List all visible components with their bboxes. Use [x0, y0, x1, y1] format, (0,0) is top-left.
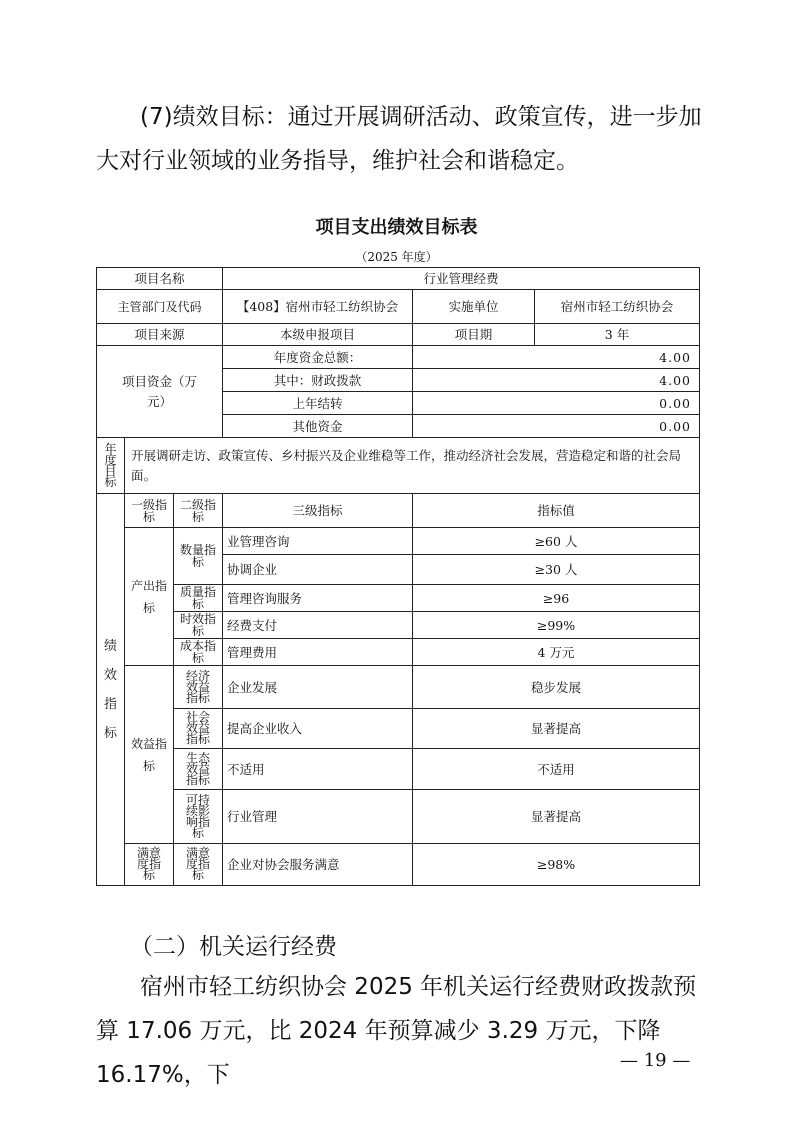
funds-other-value: 0.00	[413, 415, 700, 438]
funds-fiscal-value: 4.00	[413, 369, 700, 392]
funds-carryover-value: 0.00	[413, 392, 700, 415]
indicator-value: ≥98%	[413, 844, 700, 886]
project-name-label: 项目名称	[97, 268, 223, 290]
source-value: 本级申报项目	[223, 324, 413, 346]
indicator-value: 稳步发展	[413, 666, 700, 709]
level3-label: 管理费用	[223, 639, 413, 666]
perf-indicator-label: 绩效指标	[97, 494, 125, 886]
period-label: 项目期	[413, 324, 535, 346]
level2-label: 可持续影响指标	[174, 790, 223, 844]
indicator-value: ≥96	[413, 585, 700, 612]
satisfaction-indicator-label: 满意度指标	[125, 844, 174, 886]
col-level2: 二级指标	[174, 494, 223, 528]
source-label: 项目来源	[97, 324, 223, 346]
indicator-value: ≥30 人	[413, 555, 700, 585]
output-indicator-label: 产出指标	[125, 528, 174, 666]
table-year: （2025 年度）	[355, 250, 438, 264]
performance-target-table	[96, 267, 700, 886]
funds-fiscal-label: 其中：财政拨款	[223, 369, 413, 392]
level3-label: 业管理咨询	[223, 528, 413, 555]
project-name-value: 行业管理经费	[223, 268, 700, 290]
annual-goal-text: 开展调研走访、政策宣传、乡村振兴及企业维稳等工作，推动经济社会发展，营造稳定和谐的社会局面。	[125, 438, 700, 494]
funds-label: 项目资金（万元）	[97, 346, 223, 438]
dept-value: 【408】宿州市轻工纺织协会	[223, 290, 413, 324]
funds-carryover-label: 上年结转	[223, 392, 413, 415]
funds-total-label: 年度资金总额：	[223, 346, 413, 369]
indicator-value: 显著提高	[413, 709, 700, 749]
level3-label: 不适用	[223, 749, 413, 790]
level2-label: 经济效益指标	[174, 666, 223, 709]
funds-other-label: 其他资金	[223, 415, 413, 438]
indicator-value: 不适用	[413, 749, 700, 790]
funds-total-value: 4.00	[413, 346, 700, 369]
level3-label: 提高企业收入	[223, 709, 413, 749]
level2-label: 生态效益指标	[174, 749, 223, 790]
col-level3: 三级指标	[223, 494, 413, 528]
level3-label: 协调企业	[223, 555, 413, 585]
col-value: 指标值	[413, 494, 700, 528]
level2-label: 质量指标	[174, 585, 223, 612]
section-heading: （二）机关运行经费	[130, 934, 337, 960]
performance-goal-paragraph: (7)绩效目标：通过开展调研活动、政策宣传，进一步加大对行业领域的业务指导，维护社会和谐稳定。	[96, 104, 702, 174]
indicator-value: ≥60 人	[413, 528, 700, 555]
dept-label: 主管部门及代码	[97, 290, 223, 324]
level2-label: 社会效益指标	[174, 709, 223, 749]
indicator-value: 显著提高	[413, 790, 700, 844]
benefit-indicator-label: 效益指标	[125, 666, 174, 844]
operating-funds-paragraph: 宿州市轻工纺织协会 2025 年机关运行经费财政拨款预算 17.06 万元，比 2024 年预算减少 3.29 万元，下降 16.17%，下	[96, 974, 697, 1088]
impl-label: 实施单位	[413, 290, 535, 324]
level2-label: 数量指标	[174, 528, 223, 585]
impl-value: 宿州市轻工纺织协会	[535, 290, 700, 324]
level3-label: 企业发展	[223, 666, 413, 709]
annual-goal-label: 年度目标	[97, 438, 125, 494]
level3-label: 经费支付	[223, 612, 413, 639]
table-title: 项目支出绩效目标表	[315, 217, 478, 238]
indicator-value: 4 万元	[413, 639, 700, 666]
col-level1: 一级指标	[125, 494, 174, 528]
level3-label: 行业管理	[223, 790, 413, 844]
level2-label: 成本指标	[174, 639, 223, 666]
page-number: — 19 —	[620, 1050, 691, 1071]
level2-label: 时效指标	[174, 612, 223, 639]
level3-label: 企业对协会服务满意	[223, 844, 413, 886]
level3-label: 管理咨询服务	[223, 585, 413, 612]
level2-label: 满意度指标	[174, 844, 223, 886]
period-value: 3 年	[535, 324, 700, 346]
indicator-value: ≥99%	[413, 612, 700, 639]
